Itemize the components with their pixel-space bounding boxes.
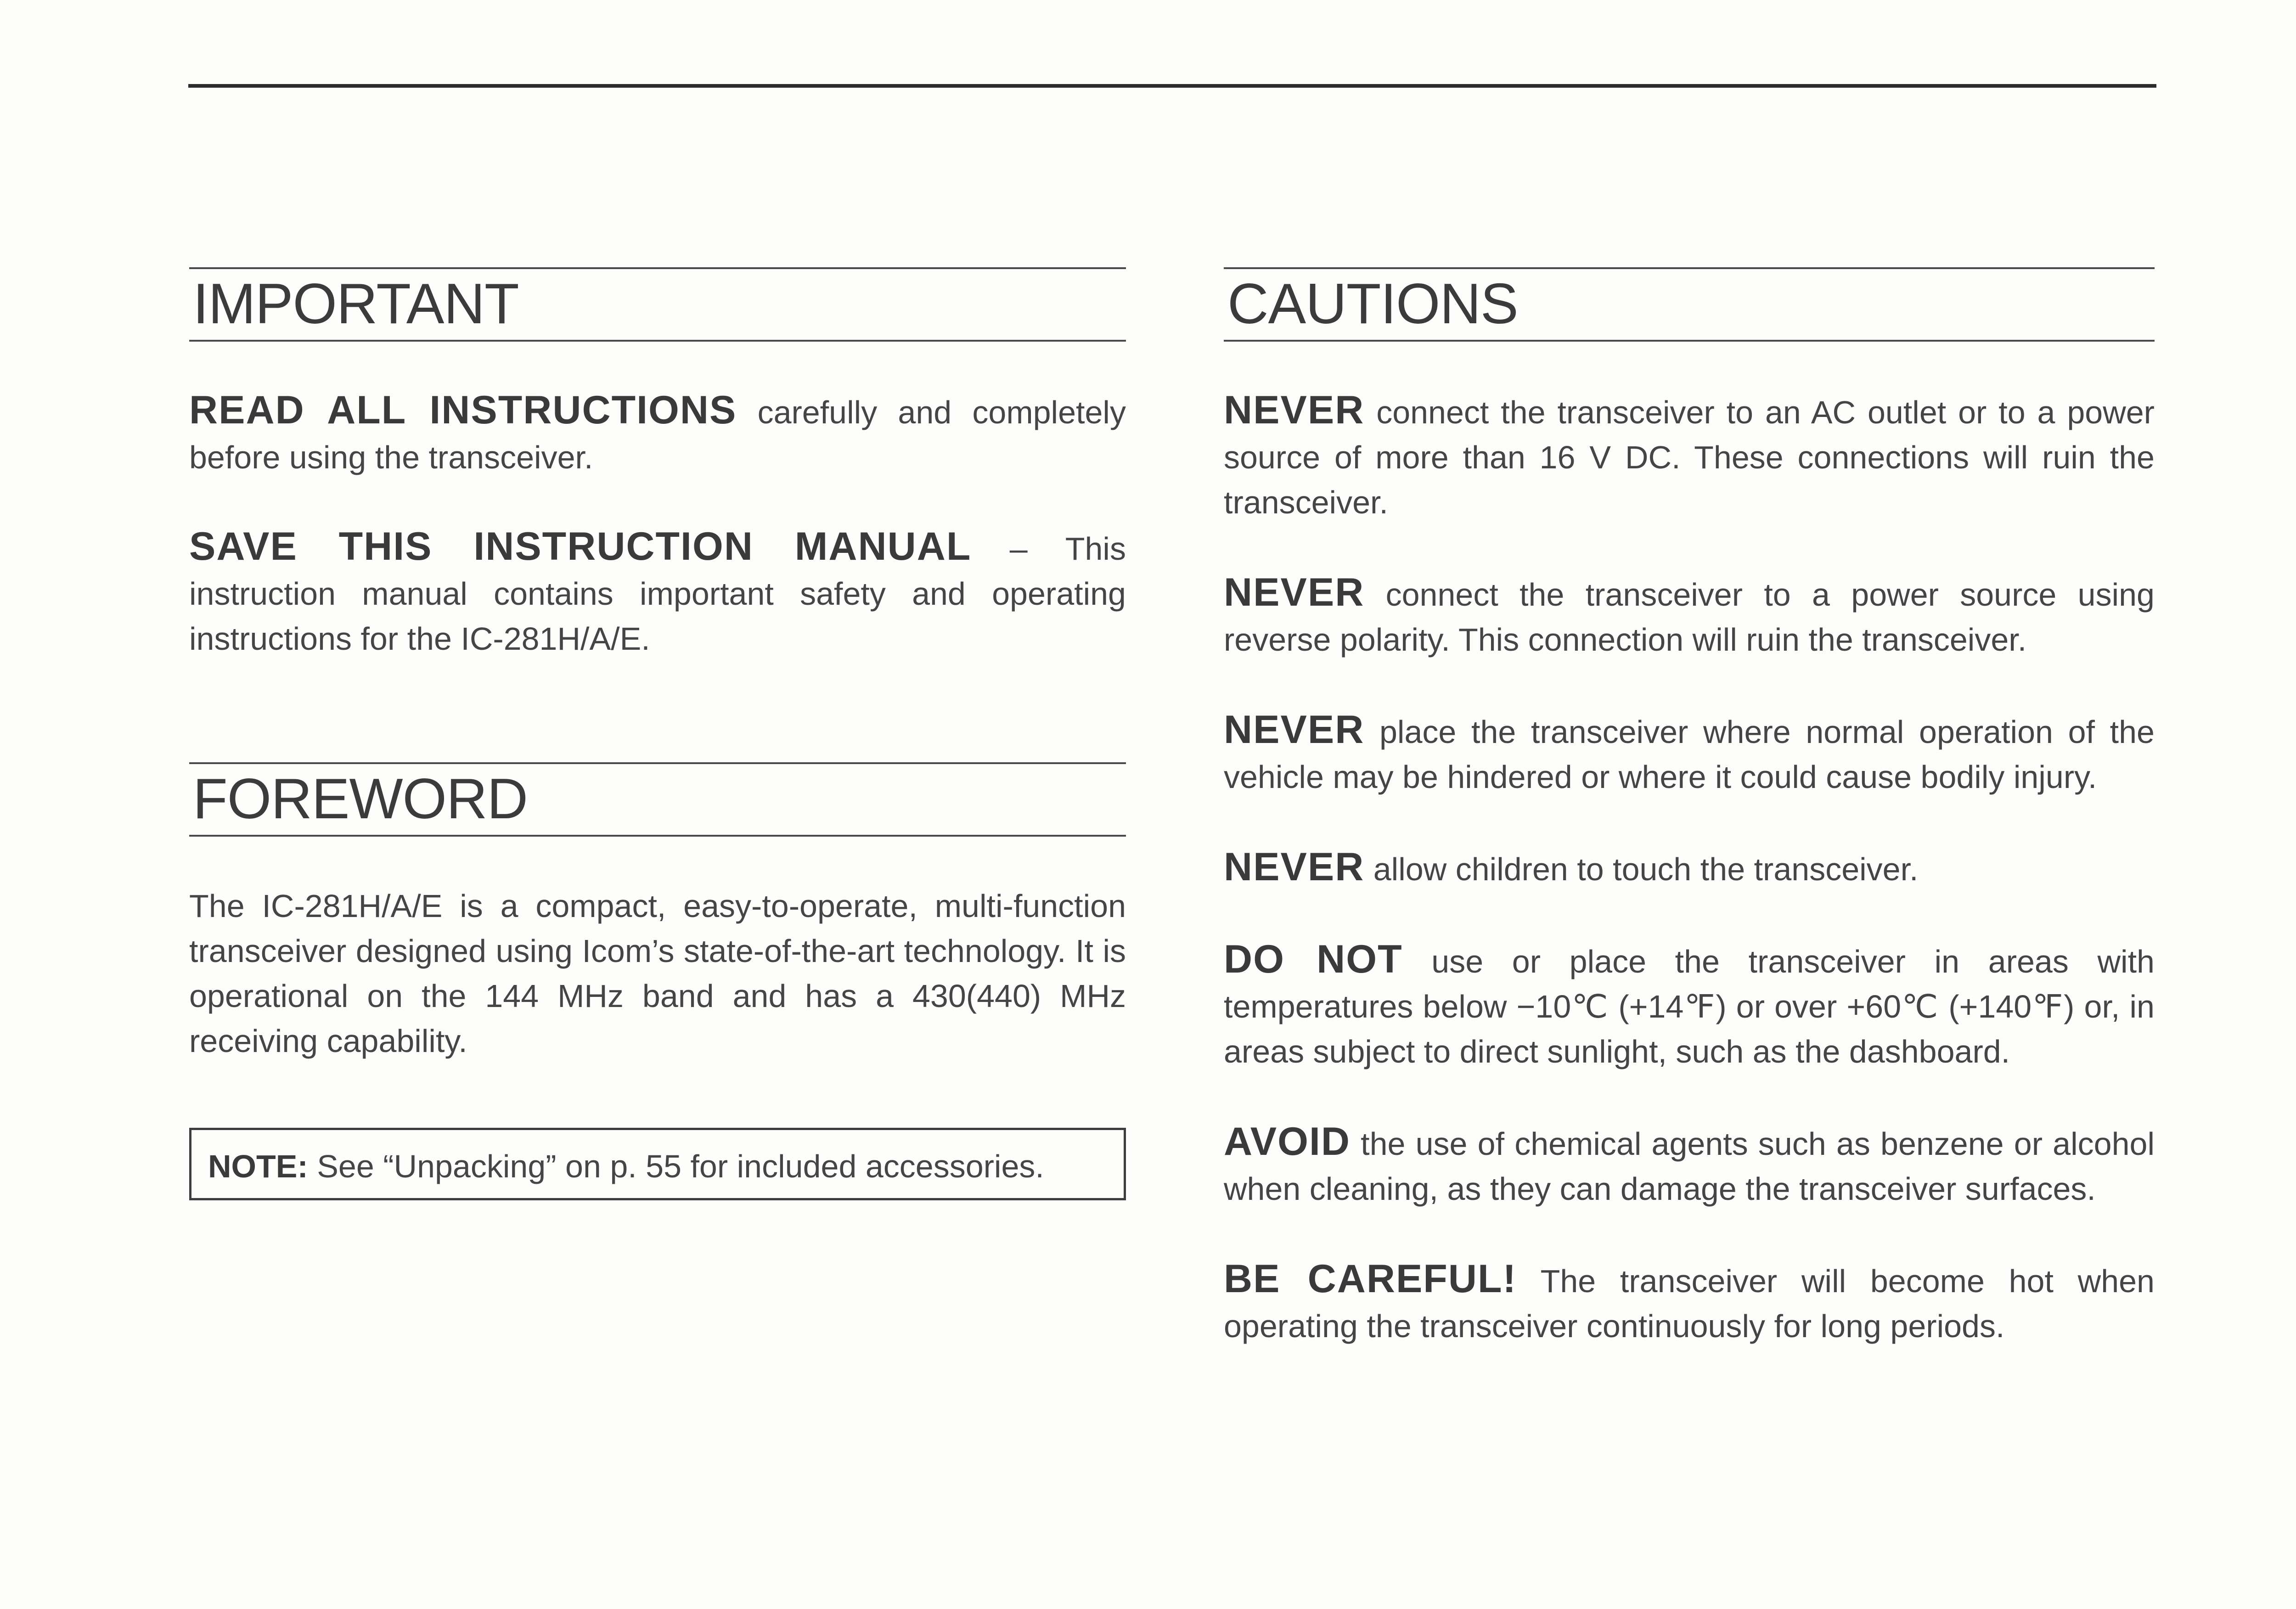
caution-keyword: BE CAREFUL!: [1224, 1257, 1517, 1301]
read-instructions-text: carefully and completely before using the transceiver.: [189, 394, 1126, 475]
caution-item: [1224, 937, 2155, 1074]
caution-text: use or place the transceiver in areas with temperatures below −10℃ (+14℉) or over +60℃ (+140℉) or, in areas subject to direct sunlight, such as the dashboard.: [1224, 944, 2155, 1069]
caution-text: the use of chemical agents such as benzene or alcohol when cleaning, as they can damage the transceiver surfaces.: [1224, 1126, 2155, 1207]
cautions-heading: CAUTIONS: [1224, 267, 2155, 342]
caution-item: [1224, 1119, 2155, 1211]
caution-keyword: NEVER: [1224, 708, 1365, 752]
read-instructions-keyword: READ ALL INSTRUCTIONS: [189, 388, 737, 432]
foreword-paragraph: The IC-281H/A/E is a compact, easy-to-operate, multi-function transceiver designed using Icom’s state-of-the-art technology. It is operational on the 144 MHz band and has a 430(440) MHz receiving capability.: [189, 888, 1126, 1059]
note-text: See “Unpacking” on p. 55 for included accessories.: [308, 1148, 1044, 1184]
left-column: [189, 267, 1126, 1200]
caution-text: connect the transceiver to a power source using reverse polarity. This connection will ruin the transceiver.: [1224, 577, 2155, 658]
save-manual-paragraph: [189, 524, 1126, 661]
caution-item: [1224, 570, 2155, 662]
caution-text: place the transceiver where normal operation of the vehicle may be hindered or where it could cause bodily injury.: [1224, 714, 2155, 795]
right-column: [1224, 267, 2155, 1349]
save-manual-keyword: SAVE THIS INSTRUCTION MANUAL: [189, 524, 972, 568]
important-heading: IMPORTANT: [189, 267, 1126, 342]
caution-keyword: NEVER: [1224, 388, 1365, 432]
caution-item: [1224, 388, 2155, 525]
note-label: NOTE:: [208, 1148, 308, 1184]
caution-keyword: NEVER: [1224, 570, 1365, 614]
top-rule: [188, 84, 2156, 88]
caution-text: The transceiver will become hot when operating the transceiver continuously for long periods.: [1224, 1263, 2155, 1344]
caution-keyword: DO NOT: [1224, 937, 1403, 981]
caution-text: connect the transceiver to an AC outlet or to a power source of more than 16 V DC. These connections will ruin the transceiver.: [1224, 394, 2155, 520]
caution-text: allow children to touch the transceiver.: [1364, 851, 1919, 887]
caution-item: [1224, 707, 2155, 799]
caution-item: [1224, 844, 2155, 892]
caution-keyword: NEVER: [1224, 845, 1365, 889]
caution-item: [1224, 1256, 2155, 1349]
note-box: [189, 1128, 1126, 1200]
save-manual-text: – This instruction manual contains important safety and operating instructions for the IC-281H/A/E.: [189, 531, 1126, 657]
caution-keyword: AVOID: [1224, 1120, 1351, 1164]
foreword-heading: FOREWORD: [189, 762, 1126, 837]
read-instructions-paragraph: [189, 388, 1126, 480]
